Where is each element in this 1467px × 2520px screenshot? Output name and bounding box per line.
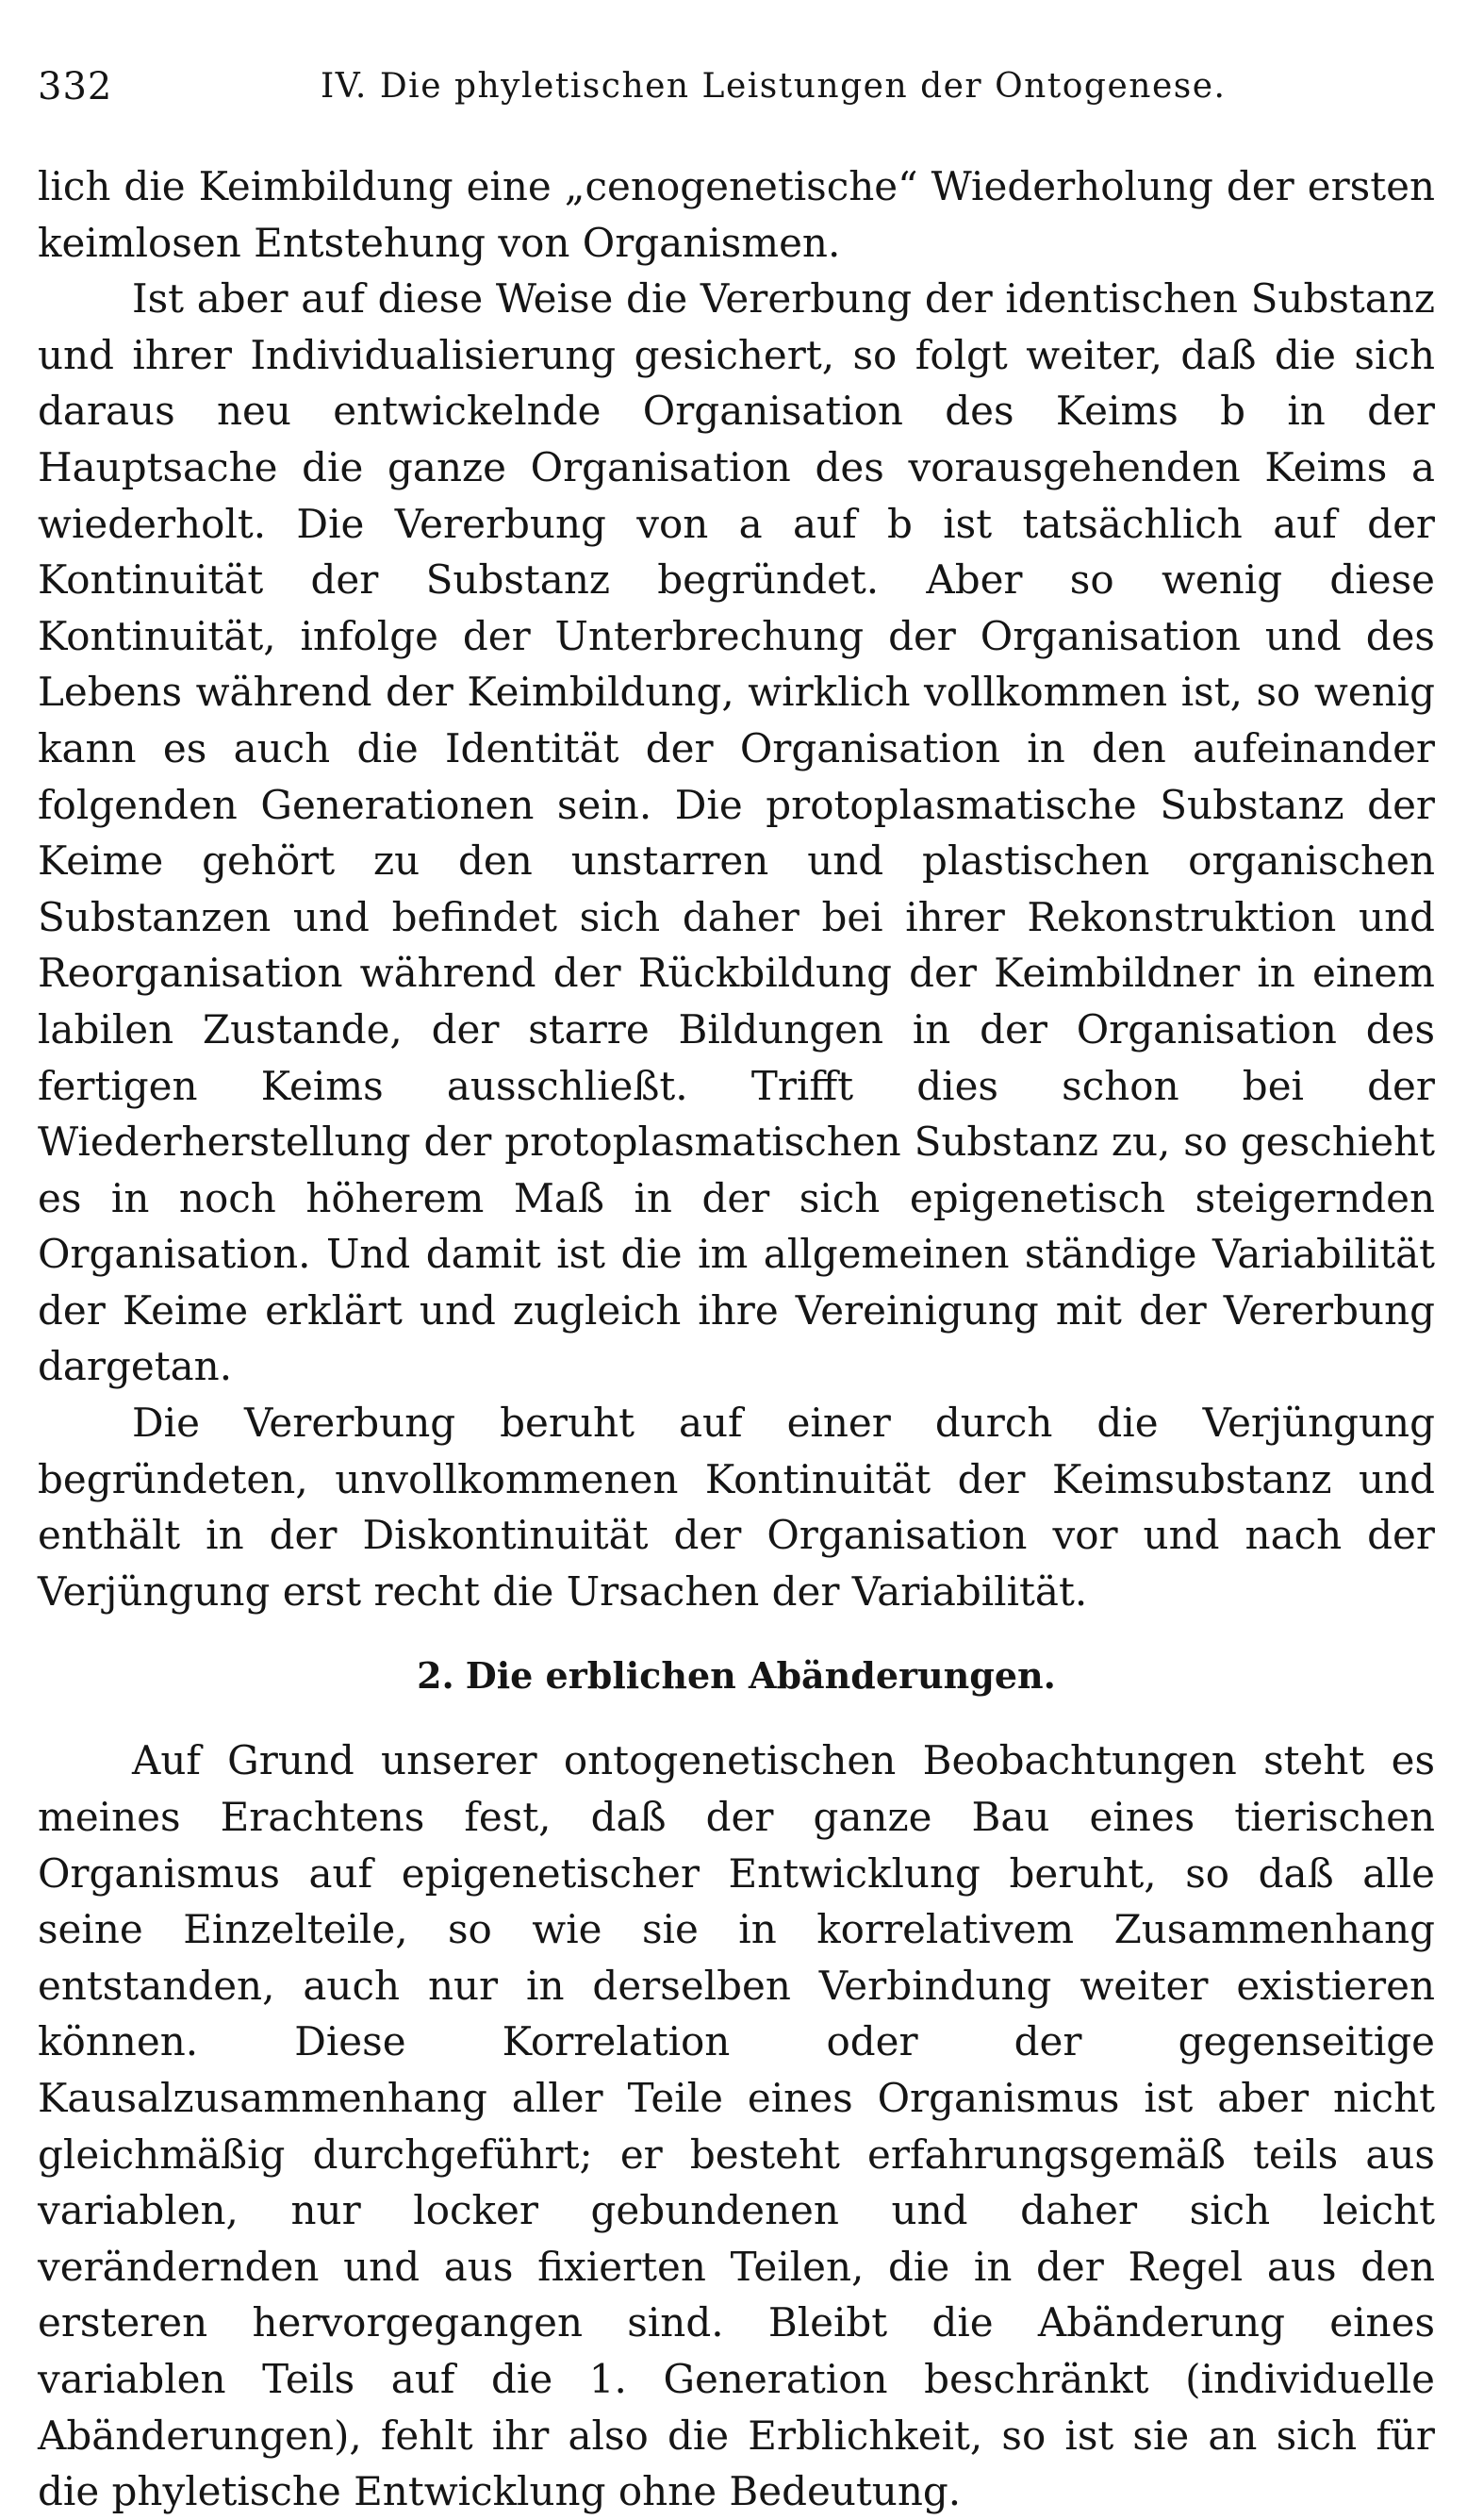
body-text <box>38 158 1435 2520</box>
paragraph-continued: lich die Keimbildung eine „cenogenetische“ Wiederholung der ersten keimlosen Entstehung von Organismen. <box>38 163 1435 266</box>
paragraph-abaenderungen: Auf Grund unserer ontogenetischen Beobachtungen steht es meines Erachtens fest, daß der ganze Bau eines tierischen Organismus auf epigenetischer Entwicklung beruht, so daß alle seine Einzelteile, so wie sie in korrelativem Zusammenhang entstanden, auch nur in derselben Verbindung weiter existieren können. Diese Korrelation oder der gegenseitige Kausalzusammenhang aller Teile eines Organismus ist aber nicht gleichmäßig durchgeführt; er besteht erfahrungsgemäß teils aus variablen, nur locker gebundenen und daher sich leicht verändernden und aus fixierten Teilen, die in der Regel aus den ersteren hervorgegangen sind. Bleibt die Abänderung eines variablen Teils auf die 1. Generation beschränkt (individuelle Abänderungen), fehlt ihr also die Erblichkeit, so ist sie an sich für die phyletische Entwicklung ohne Bedeutung. <box>38 1737 1435 2515</box>
page-header <box>38 58 1433 115</box>
page-number: 332 <box>38 65 113 108</box>
paragraph-vererbung: Ist aber auf diese Weise die Vererbung der identischen Substanz und ihrer Individualisierung gesichert, so folgt weiter, daß die sich daraus neu entwickelnde Organisation des Keims b in der Hauptsache die ganze Organisation des vorausgehenden Keims a wiederholt. Die Vererbung von a auf b ist tatsächlich auf der Kontinuität der Substanz begründet. Aber so wenig diese Kontinuität, infolge der Unterbrechung der Organisation und des Lebens während der Keimbildung, wirklich vollkommen ist, so wenig kann es auch die Identität der Organisation in den aufeinander folgenden Generationen sein. Die protoplasmatische Substanz der Keime gehört zu den unstarren und plastischen organischen Substanzen und befindet sich daher bei ihrer Rekonstruktion und Reorganisation während der Rückbildung der Keimbildner in einem labilen Zustande, der starre Bildungen in der Organisation des fertigen Keims ausschließt. Trifft dies schon bei der Wiederherstellung der protoplasmatischen Substanz zu, so geschieht es in noch höherem Maß in der sich epigenetisch steigernden Organisation. Und damit ist die im allgemeinen ständige Variabilität der Keime erklärt und zugleich ihre Vereinigung mit der Vererbung dargetan. <box>38 275 1435 1390</box>
running-head: IV. Die phyletischen Leistungen der Ontogenese. <box>321 67 1227 106</box>
paragraph-kontinuitaet: Die Vererbung beruht auf einer durch die Verjüngung begründeten, unvollkommenen Kontinuität der Keimsubstanz und enthält in der Diskontinuität der Organisation vor und nach der Verjüngung erst recht die Ursachen der Variabilität. <box>38 1400 1435 1615</box>
section-title: Die erblichen Abänderungen. <box>465 1654 1056 1698</box>
section-heading <box>38 1619 1435 1732</box>
section-number: 2. <box>417 1654 454 1698</box>
